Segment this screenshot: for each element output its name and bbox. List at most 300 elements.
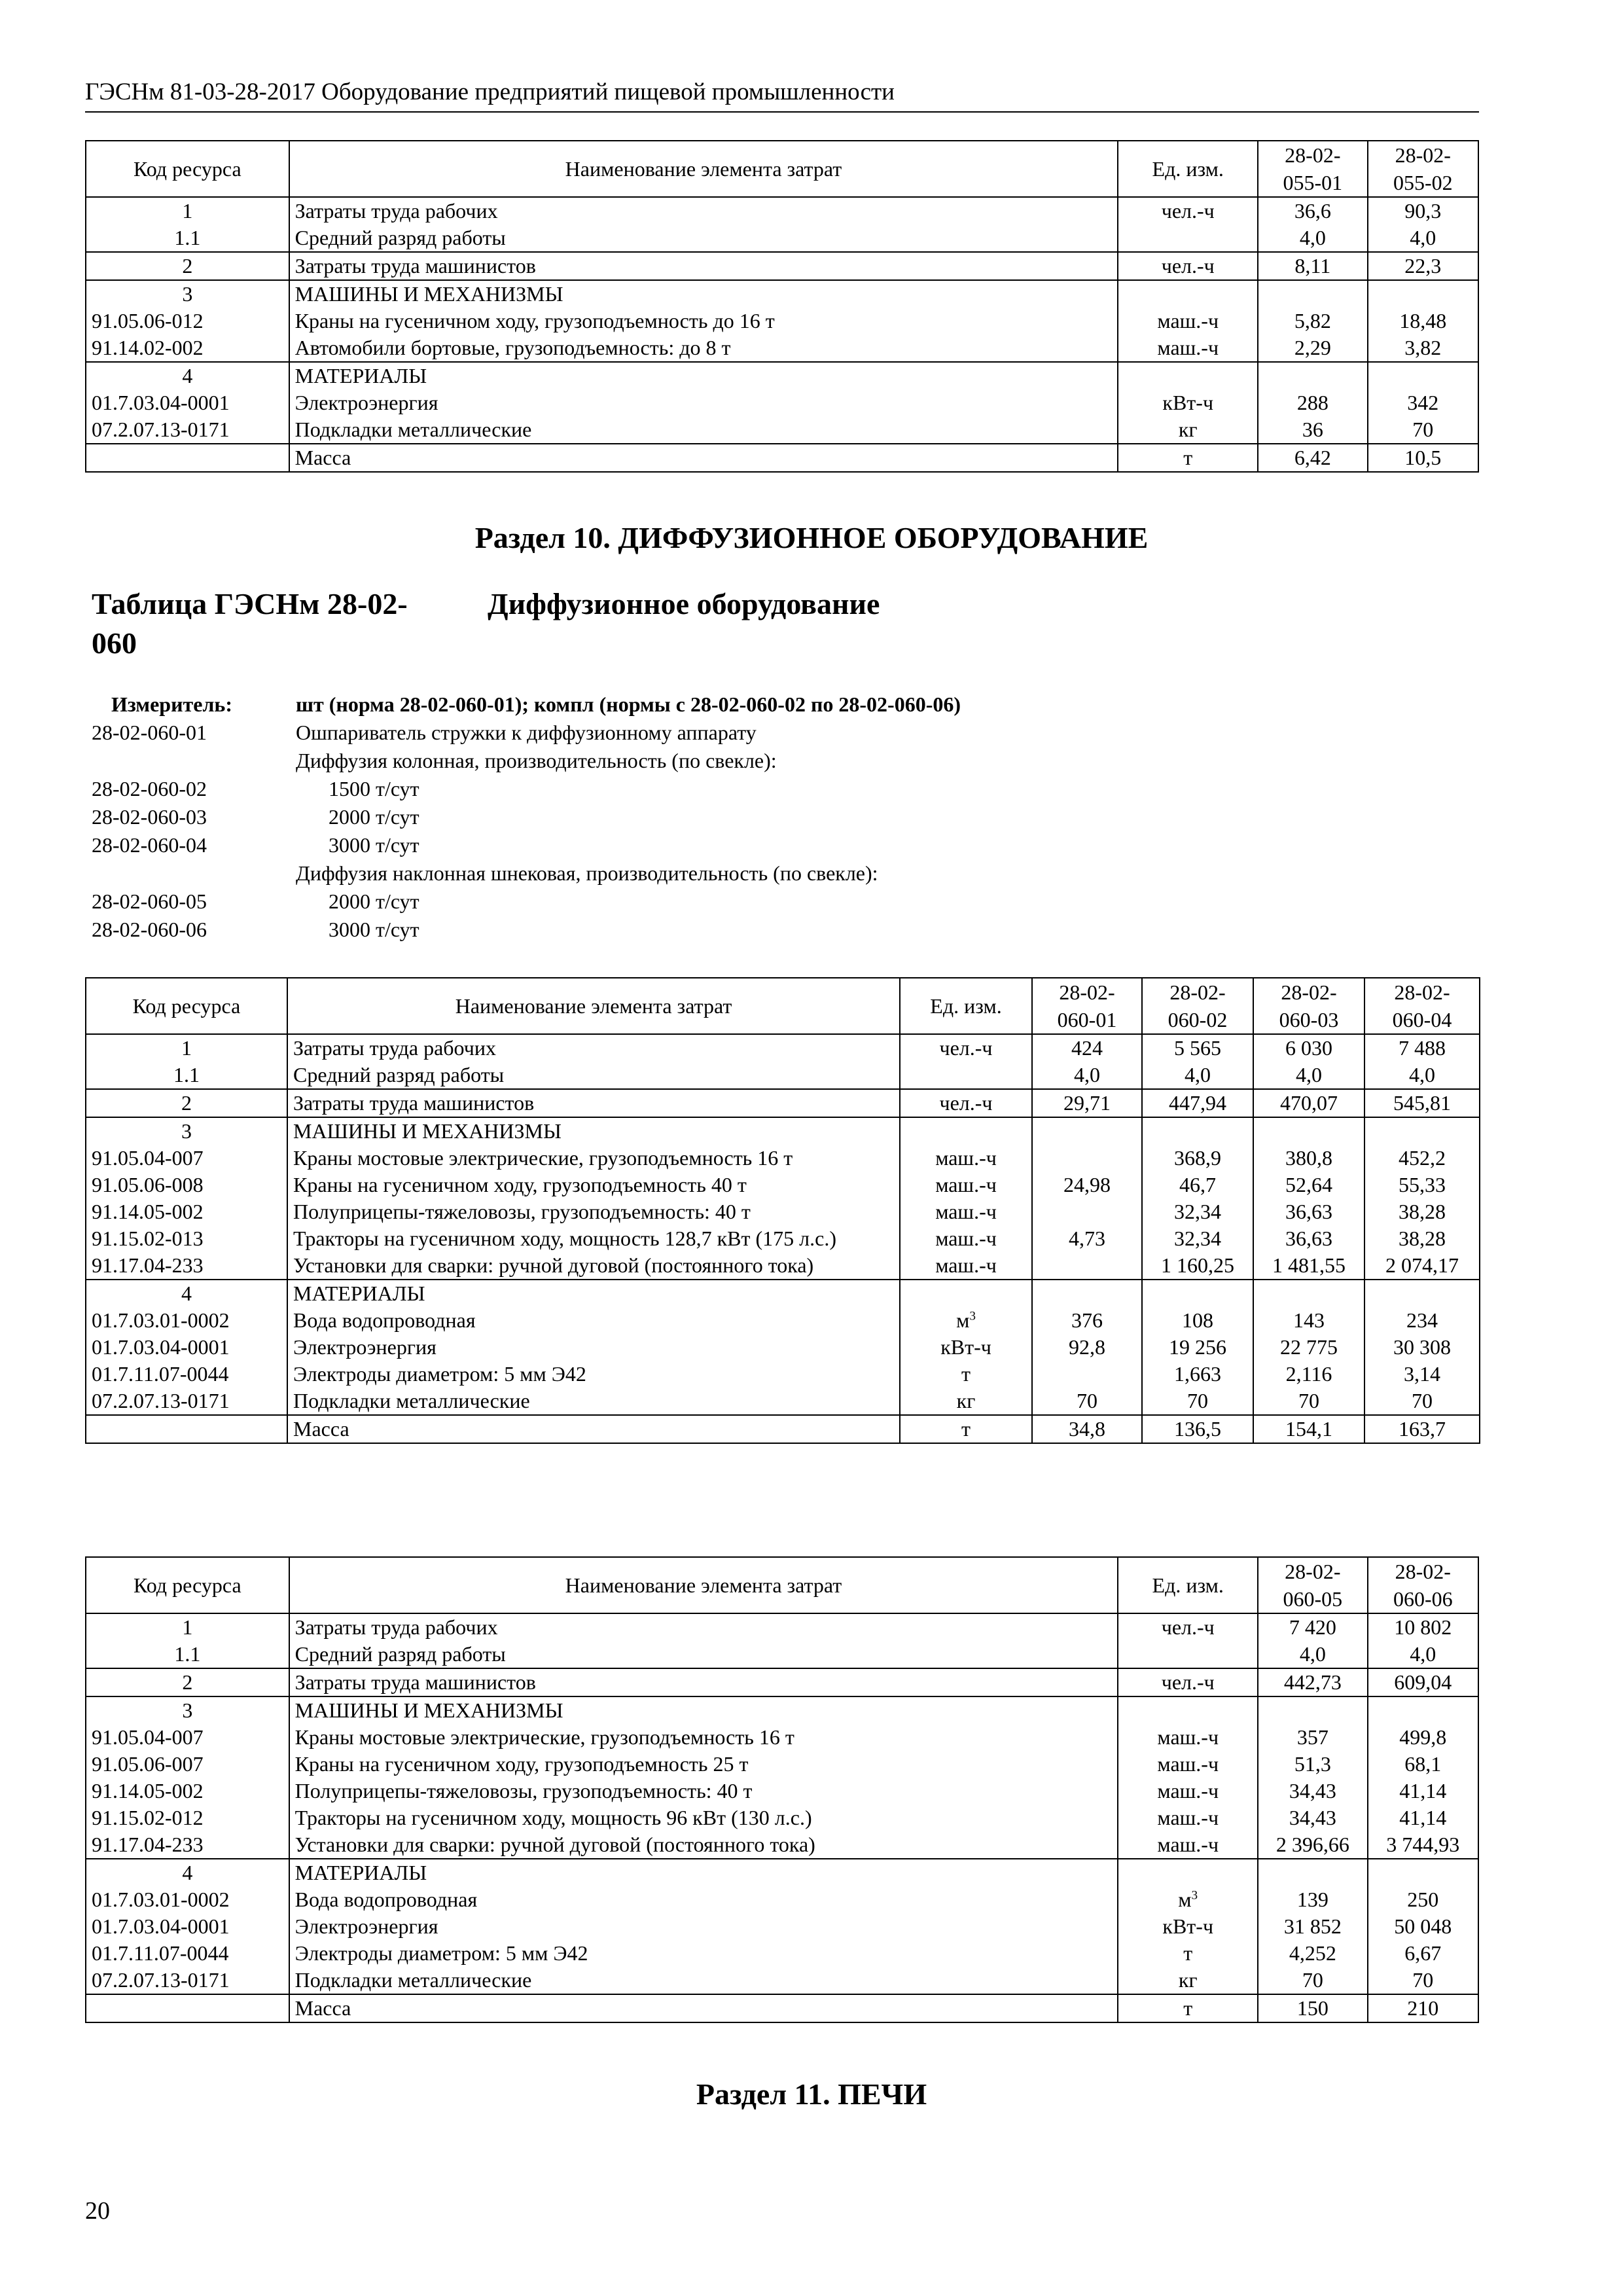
resource-code: 91.14.05-002 xyxy=(86,1778,289,1804)
norm-value: 234 xyxy=(1364,1307,1480,1334)
resource-code: 01.7.03.04-0001 xyxy=(86,1913,289,1940)
resource-code: 1.1 xyxy=(86,1641,289,1668)
table-row xyxy=(86,197,1478,224)
col-header-name: Наименование элемента затрат xyxy=(289,1557,1118,1613)
norm-value: 38,28 xyxy=(1364,1198,1480,1225)
resource-code: 1 xyxy=(86,197,289,224)
resource-name: МАШИНЫ И МЕХАНИЗМЫ xyxy=(287,1117,900,1145)
table-label-number: 060 xyxy=(92,626,137,660)
table-row xyxy=(86,1804,1478,1831)
resource-code: 4 xyxy=(86,1280,287,1307)
norm-value: 154,1 xyxy=(1253,1415,1364,1443)
resource-name: Затраты труда машинистов xyxy=(289,1668,1118,1696)
norm-value xyxy=(1258,1696,1367,1724)
col-header-name: Наименование элемента затрат xyxy=(287,978,900,1034)
resource-unit: $м^3$ xyxy=(1118,1886,1258,1913)
measure-label: Измеритель: xyxy=(111,692,232,716)
col-header-unit: Ед. изм. xyxy=(900,978,1032,1034)
table-row xyxy=(86,444,1478,472)
resource-name: Затраты труда рабочих xyxy=(289,197,1118,224)
norm-value: 34,8 xyxy=(1032,1415,1142,1443)
norm-description: Ошпариватель стружки к диффузионному аппарату xyxy=(296,721,757,744)
norm-value: 10 802 xyxy=(1368,1613,1478,1641)
resource-unit xyxy=(1118,1859,1258,1886)
resource-unit: кг xyxy=(900,1388,1032,1415)
norm-value: 36,63 xyxy=(1253,1198,1364,1225)
resource-unit: чел.-ч xyxy=(1118,197,1258,224)
resource-code: 91.14.02-002 xyxy=(86,334,289,362)
norm-value xyxy=(1253,1280,1364,1307)
resource-unit: маш.-ч xyxy=(1118,1724,1258,1751)
measure-line xyxy=(92,719,1466,747)
norm-value: 38,28 xyxy=(1364,1225,1480,1252)
resource-name: Подкладки металлические xyxy=(287,1388,900,1415)
resource-unit: маш.-ч xyxy=(1118,334,1258,362)
norm-value: 2,29 xyxy=(1258,334,1367,362)
measure-line xyxy=(92,859,1466,888)
resource-code: 91.05.04-007 xyxy=(86,1145,287,1172)
norm-value: 41,14 xyxy=(1368,1804,1478,1831)
norm-value: 70 xyxy=(1368,1967,1478,1994)
table-28-02-060-05-06 xyxy=(85,1556,1479,2023)
table-row xyxy=(86,252,1478,280)
norm-value: 18,48 xyxy=(1368,308,1478,334)
resource-name: Средний разряд работы xyxy=(289,224,1118,252)
table-row xyxy=(86,1089,1480,1117)
resource-code: 1.1 xyxy=(86,224,289,252)
measure-line xyxy=(92,831,1466,859)
norm-value: 3,82 xyxy=(1368,334,1478,362)
norm-value: 2 396,66 xyxy=(1258,1831,1367,1859)
resource-unit: кВт-ч xyxy=(1118,389,1258,416)
section-10-title: Раздел 10. ДИФФУЗИОННОЕ ОБОРУДОВАНИЕ xyxy=(474,521,1149,554)
norm-description: 3000 т/сут xyxy=(329,918,419,941)
table-row xyxy=(86,1415,1480,1443)
resource-code: 3 xyxy=(86,1117,287,1145)
resource-code: 01.7.11.07-0044 xyxy=(86,1361,287,1388)
resource-name: Вода водопроводная xyxy=(289,1886,1118,1913)
table-row xyxy=(86,1361,1480,1388)
col-header-norm: 28-02- 055-02 xyxy=(1368,141,1478,197)
resource-code: 91.05.06-012 xyxy=(86,308,289,334)
measure-line xyxy=(92,803,1466,831)
norm-value: 442,73 xyxy=(1258,1668,1367,1696)
table-row xyxy=(86,1751,1478,1778)
table-row xyxy=(86,1724,1478,1751)
table-row xyxy=(86,1198,1480,1225)
table-name: Диффузионное оборудование xyxy=(488,587,880,620)
resource-unit xyxy=(1118,224,1258,252)
norm-value: 1 481,55 xyxy=(1253,1252,1364,1280)
resource-name: МАШИНЫ И МЕХАНИЗМЫ xyxy=(289,1696,1118,1724)
norm-value: 7 488 xyxy=(1364,1034,1480,1062)
norm-value xyxy=(1364,1117,1480,1145)
norm-value: 68,1 xyxy=(1368,1751,1478,1778)
norm-value xyxy=(1368,280,1478,308)
resource-unit: маш.-ч xyxy=(1118,1831,1258,1859)
norm-value: 5 565 xyxy=(1142,1034,1253,1062)
table-row xyxy=(86,1117,1480,1145)
norm-value: 30 308 xyxy=(1364,1334,1480,1361)
norm-value: 3,14 xyxy=(1364,1361,1480,1388)
norm-value: 52,64 xyxy=(1253,1172,1364,1198)
resource-name: Краны на гусеничном ходу, грузоподъемность до 16 т xyxy=(289,308,1118,334)
norm-value: 4,0 xyxy=(1258,224,1367,252)
resource-unit: чел.-ч xyxy=(900,1089,1032,1117)
norm-value: 36,63 xyxy=(1253,1225,1364,1252)
norm-value: 136,5 xyxy=(1142,1415,1253,1443)
resource-name: Электроэнергия xyxy=(289,389,1118,416)
resource-name: Автомобили бортовые, грузоподъемность: до 8 т xyxy=(289,334,1118,362)
norm-value: 143 xyxy=(1253,1307,1364,1334)
norm-value: 4,0 xyxy=(1368,1641,1478,1668)
resource-code: 91.17.04-233 xyxy=(86,1252,287,1280)
norm-value: 92,8 xyxy=(1032,1334,1142,1361)
norm-value: 22,3 xyxy=(1368,252,1478,280)
resource-name: Электроэнергия xyxy=(289,1913,1118,1940)
norm-value xyxy=(1253,1117,1364,1145)
resource-unit: маш.-ч xyxy=(900,1172,1032,1198)
resource-name: Электроэнергия xyxy=(287,1334,900,1361)
norm-value: 3 744,93 xyxy=(1368,1831,1478,1859)
resource-unit: чел.-ч xyxy=(900,1034,1032,1062)
norm-value: 4,0 xyxy=(1368,224,1478,252)
norm-description: 1500 т/сут xyxy=(329,777,419,800)
norm-value: 46,7 xyxy=(1142,1172,1253,1198)
resource-code: 91.15.02-013 xyxy=(86,1225,287,1252)
resource-name: МАШИНЫ И МЕХАНИЗМЫ xyxy=(289,280,1118,308)
table-row xyxy=(86,1940,1478,1967)
table-row xyxy=(86,1172,1480,1198)
resource-code: 4 xyxy=(86,362,289,389)
norm-value: 470,07 xyxy=(1253,1089,1364,1117)
norm-code: 28-02-060-06 xyxy=(92,918,207,941)
table-label: Таблица ГЭСНм 28-02- xyxy=(92,587,408,620)
norm-value: 108 xyxy=(1142,1307,1253,1334)
resource-unit: маш.-ч xyxy=(1118,308,1258,334)
measure-value: шт (норма 28-02-060-01); компл (нормы с 28-02-060-02 по 28-02-060-06) xyxy=(296,692,961,716)
norm-value: 6 030 xyxy=(1253,1034,1364,1062)
norm-description: 2000 т/сут xyxy=(329,805,419,829)
table-row xyxy=(86,1062,1480,1089)
norm-value xyxy=(1258,362,1367,389)
resource-name: Средний разряд работы xyxy=(289,1641,1118,1668)
table-row xyxy=(86,1967,1478,1994)
measure-line xyxy=(92,916,1466,944)
norm-value: 2,116 xyxy=(1253,1361,1364,1388)
resource-name: Тракторы на гусеничном ходу, мощность 128,7 кВт (175 л.с.) xyxy=(287,1225,900,1252)
table-28-02-060-01-04 xyxy=(85,977,1480,1444)
norm-value xyxy=(1258,1859,1367,1886)
resource-name: Масса xyxy=(289,1994,1118,2022)
resource-name: Полуприцепы-тяжеловозы, грузоподъемность: 40 т xyxy=(287,1198,900,1225)
resource-name: Вода водопроводная xyxy=(287,1307,900,1334)
norm-value: 4,0 xyxy=(1142,1062,1253,1089)
table-28-02-055 xyxy=(85,140,1479,473)
resource-code: 2 xyxy=(86,252,289,280)
norm-code: 28-02-060-02 xyxy=(92,777,207,800)
section-11-title: Раздел 11. ПЕЧИ xyxy=(696,2077,927,2111)
norm-value: 2 074,17 xyxy=(1364,1252,1480,1280)
resource-unit: чел.-ч xyxy=(1118,1668,1258,1696)
table-row xyxy=(86,1778,1478,1804)
norm-value: 29,71 xyxy=(1032,1089,1142,1117)
resource-name: Краны на гусеничном ходу, грузоподъемность 25 т xyxy=(289,1751,1118,1778)
resource-unit: маш.-ч xyxy=(900,1252,1032,1280)
table-row xyxy=(86,1307,1480,1334)
col-header-unit: Ед. изм. xyxy=(1118,141,1258,197)
norm-code: 28-02-060-05 xyxy=(92,889,207,913)
norm-value xyxy=(1032,1198,1142,1225)
resource-unit: чел.-ч xyxy=(1118,1613,1258,1641)
resource-name: Установки для сварки: ручной дуговой (постоянного тока) xyxy=(289,1831,1118,1859)
resource-name: Подкладки металлические xyxy=(289,1967,1118,1994)
table-row xyxy=(86,416,1478,444)
norm-value: 380,8 xyxy=(1253,1145,1364,1172)
norm-value: 70 xyxy=(1253,1388,1364,1415)
resource-code: 91.17.04-233 xyxy=(86,1831,289,1859)
col-header-norm: 28-02- 060-01 xyxy=(1032,978,1142,1034)
norm-value: 41,14 xyxy=(1368,1778,1478,1804)
resource-name: МАТЕРИАЛЫ xyxy=(287,1280,900,1307)
table-row xyxy=(86,1388,1480,1415)
norm-value: 1,663 xyxy=(1142,1361,1253,1388)
running-header: ГЭСНм 81-03-28-2017 Оборудование предприятий пищевой промышленности xyxy=(85,77,1479,113)
resource-code: 91.05.06-007 xyxy=(86,1751,289,1778)
resource-unit: маш.-ч xyxy=(900,1198,1032,1225)
resource-code: 91.05.04-007 xyxy=(86,1724,289,1751)
table-row xyxy=(86,1886,1478,1913)
col-header-norm: 28-02- 060-06 xyxy=(1368,1557,1478,1613)
table-row xyxy=(86,1913,1478,1940)
resource-name: МАТЕРИАЛЫ xyxy=(289,1859,1118,1886)
norm-value xyxy=(1032,1280,1142,1307)
resource-code: 1 xyxy=(86,1034,287,1062)
resource-code: 4 xyxy=(86,1859,289,1886)
norm-value: 34,43 xyxy=(1258,1778,1367,1804)
norm-description: 2000 т/сут xyxy=(329,889,419,913)
resource-unit: маш.-ч xyxy=(1118,1804,1258,1831)
resource-unit: маш.-ч xyxy=(1118,1751,1258,1778)
norm-value: 4,252 xyxy=(1258,1940,1367,1967)
norm-value: 342 xyxy=(1368,389,1478,416)
resource-name: Подкладки металлические xyxy=(289,416,1118,444)
resource-code: 01.7.03.04-0001 xyxy=(86,389,289,416)
resource-unit xyxy=(900,1117,1032,1145)
table-row xyxy=(86,1145,1480,1172)
norm-value: 51,3 xyxy=(1258,1751,1367,1778)
resource-code: 01.7.11.07-0044 xyxy=(86,1940,289,1967)
resource-code: 2 xyxy=(86,1089,287,1117)
resource-unit xyxy=(1118,1696,1258,1724)
norm-value: 4,73 xyxy=(1032,1225,1142,1252)
norm-value xyxy=(1368,1696,1478,1724)
resource-code: 91.14.05-002 xyxy=(86,1198,287,1225)
table-row xyxy=(86,1696,1478,1724)
norm-value xyxy=(1142,1117,1253,1145)
norm-value: 34,43 xyxy=(1258,1804,1367,1831)
resource-unit: маш.-ч xyxy=(900,1145,1032,1172)
resource-unit: кг xyxy=(1118,1967,1258,1994)
norm-value: 55,33 xyxy=(1364,1172,1480,1198)
resource-code: 91.05.06-008 xyxy=(86,1172,287,1198)
table-row xyxy=(86,1831,1478,1859)
resource-name: Масса xyxy=(289,444,1118,472)
resource-code: 07.2.07.13-0171 xyxy=(86,416,289,444)
table-row xyxy=(86,1280,1480,1307)
norm-value: 139 xyxy=(1258,1886,1367,1913)
norm-value: 5,82 xyxy=(1258,308,1367,334)
norm-value: 4,0 xyxy=(1253,1062,1364,1089)
resource-unit: т xyxy=(900,1361,1032,1388)
norm-value: 447,94 xyxy=(1142,1089,1253,1117)
resource-name: Масса xyxy=(287,1415,900,1443)
norm-value: 10,5 xyxy=(1368,444,1478,472)
norm-value: 4,0 xyxy=(1364,1062,1480,1089)
norm-value: 163,7 xyxy=(1364,1415,1480,1443)
table-row xyxy=(86,1994,1478,2022)
norm-value: 4,0 xyxy=(1258,1641,1367,1668)
norm-value: 1 160,25 xyxy=(1142,1252,1253,1280)
col-header-norm: 28-02- 060-04 xyxy=(1364,978,1480,1034)
resource-code: 1.1 xyxy=(86,1062,287,1089)
page-number: 20 xyxy=(85,2197,110,2225)
resource-unit: кг xyxy=(1118,416,1258,444)
norm-value xyxy=(1368,362,1478,389)
norm-value: 32,34 xyxy=(1142,1198,1253,1225)
norm-value: 36 xyxy=(1258,416,1367,444)
col-header-norm: 28-02- 055-01 xyxy=(1258,141,1367,197)
resource-code: 01.7.03.04-0001 xyxy=(86,1334,287,1361)
norm-value: 288 xyxy=(1258,389,1367,416)
resource-unit: кВт-ч xyxy=(900,1334,1032,1361)
col-header-norm: 28-02- 060-03 xyxy=(1253,978,1364,1034)
norm-value: 6,67 xyxy=(1368,1940,1478,1967)
resource-unit xyxy=(1118,1641,1258,1668)
norm-value xyxy=(1142,1280,1253,1307)
norm-value xyxy=(1368,1859,1478,1886)
resource-unit xyxy=(1118,280,1258,308)
norm-value: 70 xyxy=(1258,1967,1367,1994)
resource-code: 91.15.02-012 xyxy=(86,1804,289,1831)
table-row xyxy=(86,1034,1480,1062)
resource-code: 07.2.07.13-0171 xyxy=(86,1967,289,1994)
resource-name: Установки для сварки: ручной дуговой (постоянного тока) xyxy=(287,1252,900,1280)
col-header-norm: 28-02- 060-05 xyxy=(1258,1557,1367,1613)
resource-code: 01.7.03.01-0002 xyxy=(86,1886,289,1913)
table-row xyxy=(86,389,1478,416)
norm-description: 3000 т/сут xyxy=(329,833,419,857)
resource-unit xyxy=(900,1280,1032,1307)
measure-line xyxy=(92,888,1466,916)
col-header-norm: 28-02- 060-02 xyxy=(1142,978,1253,1034)
norm-value xyxy=(1032,1361,1142,1388)
resource-name: Средний разряд работы xyxy=(287,1062,900,1089)
resource-name: Краны мостовые электрические, грузоподъемность 16 т xyxy=(287,1145,900,1172)
measure-line xyxy=(92,747,1466,775)
norm-value: 6,42 xyxy=(1258,444,1367,472)
col-header-code: Код ресурса xyxy=(86,978,287,1034)
resource-unit: $м^3$ xyxy=(900,1307,1032,1334)
norm-value: 357 xyxy=(1258,1724,1367,1751)
norm-value: 7 420 xyxy=(1258,1613,1367,1641)
resource-name: МАТЕРИАЛЫ xyxy=(289,362,1118,389)
table-row xyxy=(86,308,1478,334)
norm-description: Диффузия колонная, производительность (по свекле): xyxy=(296,749,777,772)
resource-name: Затраты труда рабочих xyxy=(287,1034,900,1062)
table-row xyxy=(86,1334,1480,1361)
resource-unit: т xyxy=(1118,1940,1258,1967)
resource-name: Электроды диаметром: 5 мм Э42 xyxy=(289,1940,1118,1967)
resource-unit: т xyxy=(1118,1994,1258,2022)
col-header-name: Наименование элемента затрат xyxy=(289,141,1118,197)
norm-value xyxy=(1032,1117,1142,1145)
resource-code xyxy=(86,1415,287,1443)
resource-name: Электроды диаметром: 5 мм Э42 xyxy=(287,1361,900,1388)
norm-description: Диффузия наклонная шнековая, производительность (по свекле): xyxy=(296,861,878,885)
norm-code: 28-02-060-03 xyxy=(92,805,207,829)
measure-line xyxy=(92,775,1466,803)
table-row xyxy=(86,1668,1478,1696)
resource-code: 3 xyxy=(86,280,289,308)
norm-value: 210 xyxy=(1368,1994,1478,2022)
norm-value: 70 xyxy=(1368,416,1478,444)
resource-code: 2 xyxy=(86,1668,289,1696)
norm-value: 4,0 xyxy=(1032,1062,1142,1089)
norm-value: 452,2 xyxy=(1364,1145,1480,1172)
norm-value: 90,3 xyxy=(1368,197,1478,224)
norm-value: 22 775 xyxy=(1253,1334,1364,1361)
norm-value: 32,34 xyxy=(1142,1225,1253,1252)
norm-value: 31 852 xyxy=(1258,1913,1367,1940)
resource-code: 01.7.03.01-0002 xyxy=(86,1307,287,1334)
norm-code: 28-02-060-01 xyxy=(92,721,207,744)
norm-value: 36,6 xyxy=(1258,197,1367,224)
resource-name: Краны на гусеничном ходу, грузоподъемность 40 т xyxy=(287,1172,900,1198)
norm-code: 28-02-060-04 xyxy=(92,833,207,857)
col-header-code: Код ресурса xyxy=(86,141,289,197)
norm-value: 70 xyxy=(1364,1388,1480,1415)
table-row xyxy=(86,1859,1478,1886)
norm-value: 545,81 xyxy=(1364,1089,1480,1117)
norm-value xyxy=(1258,280,1367,308)
resource-unit: т xyxy=(900,1415,1032,1443)
resource-unit xyxy=(900,1062,1032,1089)
norm-value: 70 xyxy=(1032,1388,1142,1415)
norm-value: 250 xyxy=(1368,1886,1478,1913)
norm-value: 70 xyxy=(1142,1388,1253,1415)
resource-code xyxy=(86,444,289,472)
norm-value xyxy=(1032,1252,1142,1280)
table-row xyxy=(86,1641,1478,1668)
resource-code: 1 xyxy=(86,1613,289,1641)
resource-name: Затраты труда машинистов xyxy=(287,1089,900,1117)
resource-name: Затраты труда рабочих xyxy=(289,1613,1118,1641)
resource-code: 3 xyxy=(86,1696,289,1724)
col-header-unit: Ед. изм. xyxy=(1118,1557,1258,1613)
table-row xyxy=(86,224,1478,252)
norm-value: 424 xyxy=(1032,1034,1142,1062)
resource-unit: кВт-ч xyxy=(1118,1913,1258,1940)
resource-unit: чел.-ч xyxy=(1118,252,1258,280)
table-row xyxy=(86,334,1478,362)
norm-value: 376 xyxy=(1032,1307,1142,1334)
resource-name: Краны мостовые электрические, грузоподъемность 16 т xyxy=(289,1724,1118,1751)
norm-value: 24,98 xyxy=(1032,1172,1142,1198)
resource-unit xyxy=(1118,362,1258,389)
table-row xyxy=(86,1613,1478,1641)
norm-value: 50 048 xyxy=(1368,1913,1478,1940)
